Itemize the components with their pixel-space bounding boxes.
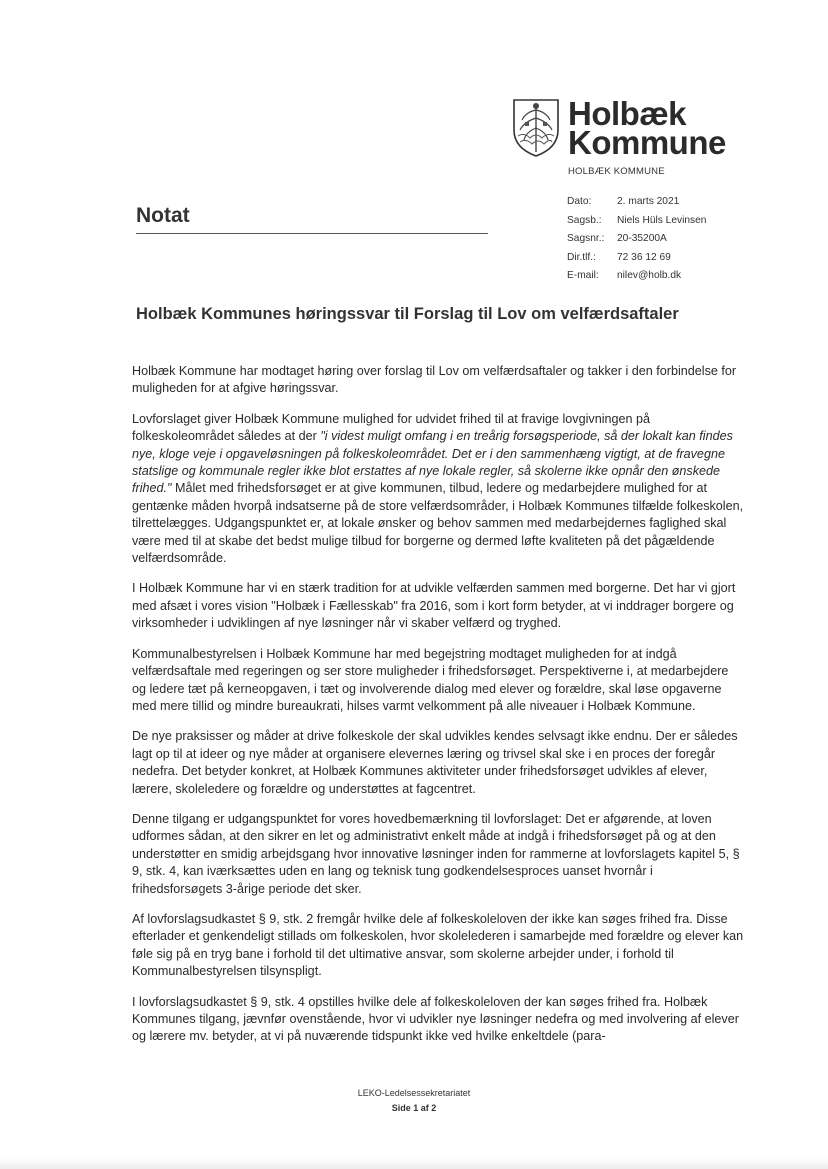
paragraph-text: Lovforslaget giver Holbæk Kommune mulighed for udvidet frihed til at fravige lovgivningen på folkeskoleområdet således at der xyxy=(132,411,651,444)
document-metadata xyxy=(567,196,706,289)
heading-rule xyxy=(136,233,488,234)
paragraph: Af lovforslagsudkastet § 9, stk. 2 fremgår hvilke dele af folkeskoleloven der ikke kan søges frihed fra. Disse efterlader et genkendeligt stillads om folkeskolen, hvor skolelederen i samarbejde med forældre og elever kan føle sig på en tryg bane i forhold til det ultimative ansvar, som skolerne arbejder under, i forhold til Kommunalbestyrelsen tilsynspligt. xyxy=(132,911,744,979)
paragraph xyxy=(132,411,744,568)
meta-value: 72 36 12 69 xyxy=(617,251,671,263)
meta-row-email xyxy=(567,270,706,289)
meta-value[interactable]: nilev@holb.dk xyxy=(617,270,682,281)
meta-label: Dato: xyxy=(567,196,592,207)
meta-row-case-number xyxy=(567,233,706,252)
page-bottom-edge xyxy=(0,1158,828,1169)
meta-label: Sagsnr.: xyxy=(567,233,605,244)
paragraph: De nye praksisser og måder at drive folkeskole der skal udvikles kendes selvsagt ikke endnu. Der er således lagt op til at ideer og nye måder at organisere elevernes læring og trivsel skal ske i en proces der foregår nedefra. Det betyder konkret, at Holbæk Kommunes aktiviteter under frihedsforsøget udvikles af elever, lærere, skoleledere og forældre og understøttes at fagcentret. xyxy=(132,729,738,796)
paragraph: Kommunalbestyrelsen i Holbæk Kommune har med begejstring modtaget muligheden for at indgå velfærdsaftale med regeringen og ser store muligheder i frihedsforsøget. Perspektiverne i, at medarbejdere og ledere tæt på kerneopgaven, i tæt og involverende dialog med elever og forældre, skal løse opgaverne med mere tillid og mindre bureaukrati, hilses varmt velkomment på alle niveauer i Holbæk Kommune. xyxy=(132,646,729,713)
paragraph-text: Målet med frihedsforsøget er at give kommunen, tilbud, ledere og medarbejdere mulighed for at gentænke måden hvorpå indsatserne på de store velfærdsområder, i Holbæk Kommunes tilfælde folkeskolen, tilrettelægges. Udgangspunktet er, at lokale ønsker og behov sammen med medarbejdernes faglighed skal være med til at skabe det bedst mulige tilbud for borgerne og dermed løfte kvaliteten på det pågældende velfærdsområde. xyxy=(132,481,744,566)
paragraph: I Holbæk Kommune har vi en stærk tradition for at udvikle velfærden sammen med borgerne. Det har vi gjort med afsæt i vores vision "Holbæk i Fællesskab" fra 2016, som i kort form betyder, at vi inddrager borgere og virksomheder i udviklingen af nye løsninger når vi skaber velfærd og tryghed. xyxy=(132,581,736,631)
document-title: Holbæk Kommunes høringssvar til Forslag til Lov om velfærdsaftaler xyxy=(136,305,679,323)
meta-value: 2. marts 2021 xyxy=(617,196,680,207)
meta-row-phone xyxy=(567,252,706,271)
paragraph: Denne tilgang er udgangspunktet for vores hovedbemærkning til lovforslaget: Det er afgørende, at loven udformes sådan, at den sikrer en let og administrativt enkelt måde at indgå i frihedsforsøget på og at den understøtter en smidig arbejdsgang hvor innovative løsninger inden for rammerne at lovforslagets kapitel 5, § 9, stk. 4, kan iværksættes uden en lang og teknisk tung godkendelsesproces uanset hvornår i frihedsforsøgets 3-årige periode det sker. xyxy=(132,811,740,896)
footer-department: LEKO-Ledelsessekretariatet xyxy=(357,1088,471,1098)
logo-subtitle: HOLBÆK KOMMUNE xyxy=(568,166,665,177)
logo-word-kommune: Kommune xyxy=(568,124,726,161)
meta-value: Niels Hüls Levinsen xyxy=(617,214,707,226)
paragraph: I lovforslagsudkastet § 9, stk. 4 opstilles hvilke dele af folkeskoleloven der kan søges frihed fra. Holbæk Kommunes tilgang, jævnfør ovenstående, hvor vi udvikler nye løsninger nedefra og med involvering af elever og lærere mv. betyder, at vi på nuværende tidspunkt ikke ved hvilke enkeltdele (para- xyxy=(132,994,739,1044)
logo-word-holbaek: Holbæk xyxy=(568,95,687,132)
quoted-text: "i videst muligt omfang i en treårig forsøgsperiode, så der lokalt kan findes nye, kloge veje i opgaveløsningen på folkeskoleområdet. Det er i den sammenhæng vigtigt, at de fravegne statslige og kommunale regler ikke blot erstattes af nye lokale regler, så skolerne ikke opnår den ønskede frihed." xyxy=(132,429,733,496)
meta-row-caseworker xyxy=(567,215,706,234)
page-number: Side 1 af 2 xyxy=(391,1103,437,1113)
municipal-crest-icon xyxy=(510,96,562,158)
document-type-heading: Notat xyxy=(136,204,190,227)
holbaek-logo xyxy=(510,96,750,178)
page-footer xyxy=(0,1086,828,1116)
meta-label: Sagsb.: xyxy=(567,214,602,226)
meta-label: Dir.tlf.: xyxy=(567,251,596,263)
paragraph: Holbæk Kommune har modtaget høring over forslag til Lov om velfærdsaftaler og takker i den forbindelse for muligheden for at afgive høringssvar. xyxy=(132,364,737,396)
meta-label: E-mail: xyxy=(567,270,599,281)
meta-value: 20-35200A xyxy=(617,233,667,244)
document-body xyxy=(132,363,744,1059)
meta-row-date xyxy=(567,196,706,215)
